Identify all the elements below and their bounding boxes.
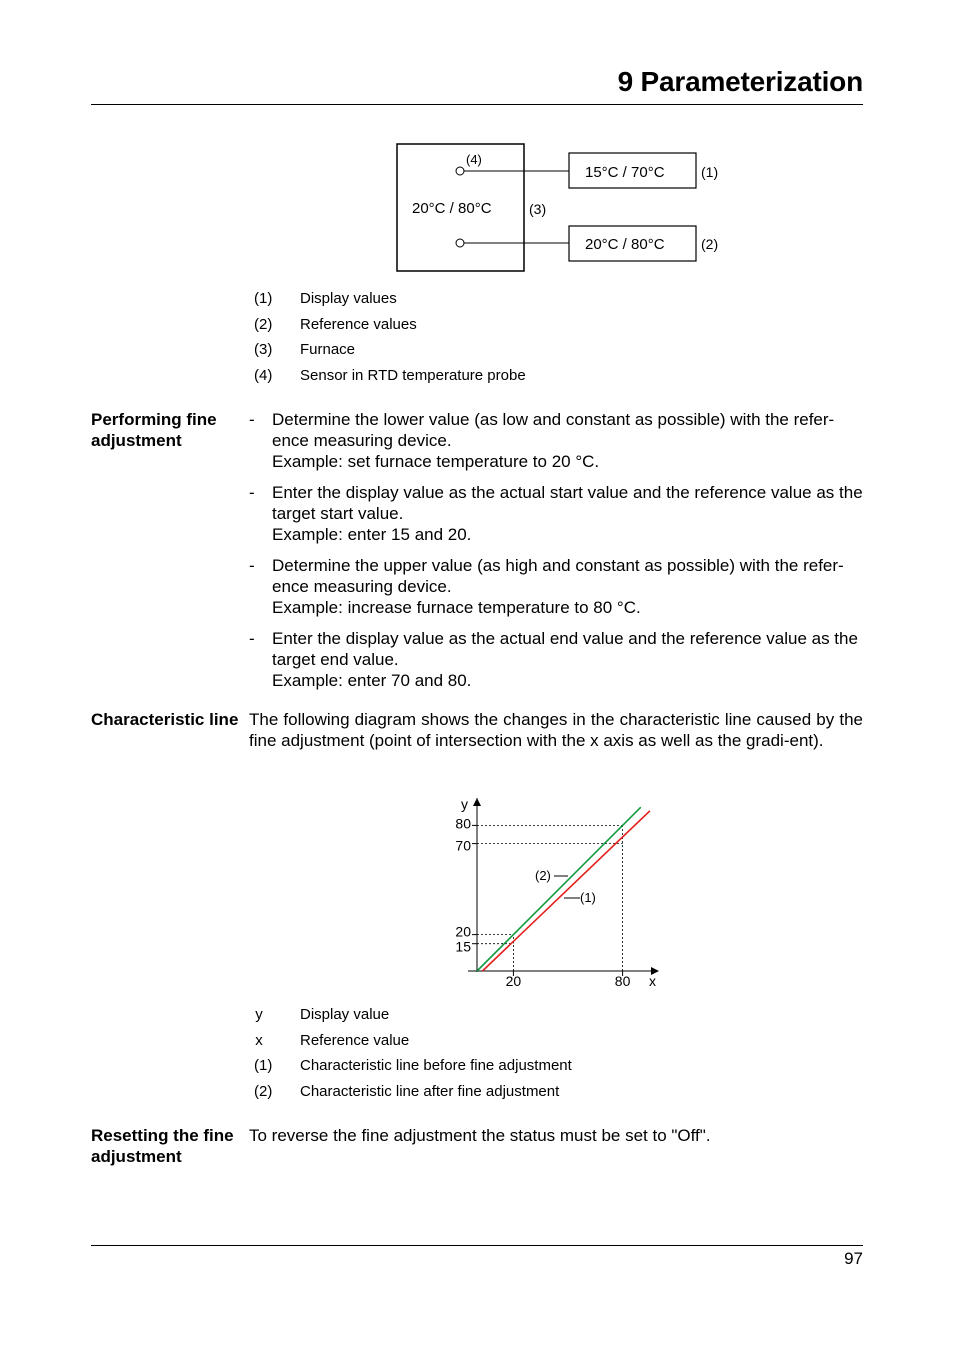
legend-key: (4)	[254, 366, 273, 384]
legend-item	[254, 1079, 572, 1105]
characteristic-line-chart	[440, 790, 680, 995]
legend-key: (2)	[254, 1082, 273, 1100]
y-tick-label: 15	[455, 938, 471, 955]
legend-item	[254, 312, 526, 338]
y-tick-label: 70	[455, 837, 471, 854]
legend-text: Display values	[300, 290, 397, 307]
legend-item	[254, 337, 526, 363]
chapter-title: 9 Parameterization	[617, 66, 863, 97]
page-number: 97	[844, 1249, 863, 1268]
legend-key: (1)	[254, 1057, 273, 1074]
step-item	[249, 482, 863, 545]
sensor-upper-icon	[456, 167, 464, 175]
legend-text: Display value	[300, 1006, 390, 1023]
chart-y-ticks	[455, 815, 477, 954]
legend-text: Furnace	[300, 341, 356, 358]
y-axis-label: y	[461, 796, 468, 812]
step-text: Enter the display value as the actual start value and the reference value as the target start value.	[272, 483, 863, 523]
step-item	[249, 555, 863, 618]
step-example: Example: set furnace temperature to 20 °C.	[272, 452, 600, 471]
legend-item	[254, 286, 526, 312]
furnace-legend	[254, 286, 526, 388]
x-tick-label: 80	[614, 973, 631, 989]
callout-4: (4)	[466, 152, 482, 167]
legend-key: x	[255, 1031, 263, 1049]
step-dash: -	[249, 483, 255, 502]
chart-series	[477, 807, 650, 971]
step-item	[249, 628, 863, 691]
reference-box-value: 20°C / 80°C	[585, 236, 665, 253]
legend-text: Characteristic line after fine adjustment	[300, 1082, 560, 1100]
x-axis-label: x	[649, 973, 656, 989]
series-2-label: (2)	[535, 868, 551, 883]
legend-text: Reference value	[300, 1031, 410, 1049]
footer-rule	[91, 1245, 863, 1246]
chart-x-ticks	[506, 971, 631, 989]
display-box-value: 15°C / 70°C	[585, 164, 665, 181]
reset-heading: Resetting the fine adjustment	[91, 1126, 234, 1166]
legend-item	[254, 1002, 572, 1028]
reset-text: To reverse the fine adjustment the status must be set to "Off".	[249, 1126, 711, 1145]
step-dash: -	[249, 410, 255, 429]
legend-key: y	[255, 1006, 263, 1023]
fine-adjustment-steps	[249, 409, 863, 701]
step-example: Example: enter 70 and 80.	[272, 671, 472, 690]
sensor-lower-icon	[456, 239, 464, 247]
callout-1: (1)	[701, 164, 719, 180]
legend-item	[254, 1028, 572, 1054]
step-text: Enter the display value as the actual end value and the reference value as the target end value.	[272, 629, 858, 669]
step-dash: -	[249, 629, 255, 648]
series-line	[477, 807, 641, 971]
legend-text: Reference values	[300, 315, 417, 333]
furnace-value: 20°C / 80°C	[412, 200, 492, 217]
characteristic-line-heading: Characteristic line	[91, 710, 239, 729]
legend-text: Characteristic line before fine adjustment	[300, 1057, 572, 1074]
legend-item	[254, 1053, 572, 1079]
step-dash: -	[249, 556, 255, 575]
legend-text: Sensor in RTD temperature probe	[300, 366, 526, 384]
y-tick-label: 20	[455, 923, 471, 940]
callout-2: (2)	[701, 236, 719, 252]
callout-3: (3)	[529, 201, 547, 217]
legend-key: (2)	[254, 315, 273, 333]
characteristic-line-text: The following diagram shows the changes in the characteristic line caused by the fine adjustment (point of intersection with the x axis as well as the gradi-ent).	[249, 710, 863, 750]
step-text: Determine the lower value (as low and constant as possible) with the refer-ence measuring device.	[272, 410, 835, 450]
chart-legend	[254, 1002, 572, 1104]
furnace-diagram	[390, 140, 730, 275]
legend-key: (1)	[254, 290, 273, 307]
step-item	[249, 409, 863, 472]
x-tick-label: 20	[505, 973, 522, 989]
y-axis-arrow-icon	[473, 798, 481, 806]
step-example: Example: enter 15 and 20.	[272, 525, 472, 544]
step-example: Example: increase furnace temperature to 80 °C.	[272, 598, 641, 617]
fine-adjustment-heading: Performing fine adjustment	[91, 410, 217, 450]
y-tick-label: 80	[455, 815, 471, 832]
step-text: Determine the upper value (as high and constant as possible) with the refer-ence measuring device.	[272, 556, 844, 596]
legend-item	[254, 363, 526, 389]
header-rule	[91, 104, 863, 105]
series-1-label: (1)	[580, 890, 596, 905]
series-line	[482, 811, 649, 971]
legend-key: (3)	[254, 341, 273, 358]
